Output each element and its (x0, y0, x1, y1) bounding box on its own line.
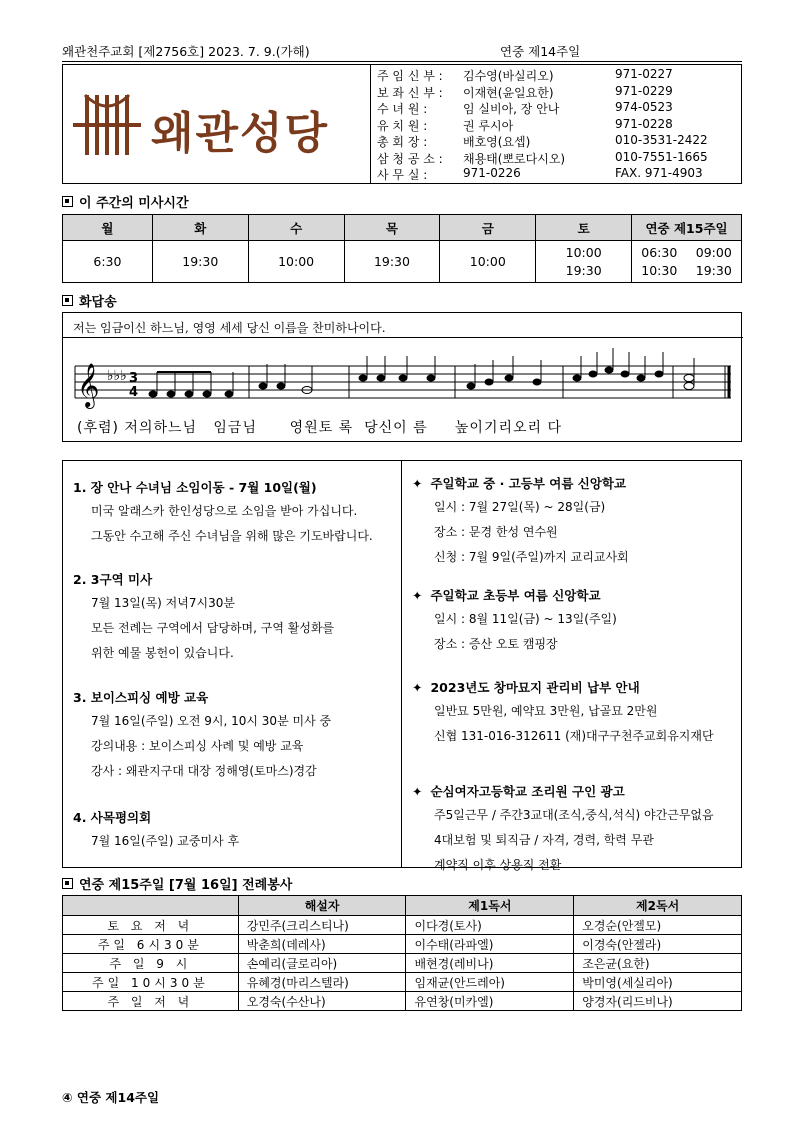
staff-role: 수 녀 원 : (377, 102, 428, 116)
table-row (63, 935, 742, 954)
staff-name: 971-0226 (463, 166, 521, 180)
bulletin-header-line (62, 42, 742, 62)
mass-day-header: 연중 제15주일 (632, 215, 742, 241)
staff-phone: 010-3531-2422 (615, 133, 708, 147)
staff-row (377, 150, 741, 167)
notice-title-text: 순심여자고등학교 조리원 구인 광고 (430, 784, 625, 799)
duty-second-reader: 조은균(요한) (574, 954, 742, 973)
svg-text:𝄞: 𝄞 (77, 363, 100, 407)
notice-line: 강의내용 : 보이스피싱 사례 및 예방 교육 (91, 739, 304, 753)
staff-name: 배호영(요셉) (463, 135, 531, 149)
mass-day-header: 월 (63, 215, 153, 241)
notice-item (73, 687, 331, 784)
notice-line: 일반묘 5만원, 예약묘 3만원, 납골묘 2만원 (434, 704, 658, 718)
staff-row (377, 67, 741, 84)
mass-time-pair (632, 244, 741, 262)
duty-first-reader: 이수태(라파엘) (406, 935, 574, 954)
notice-item (412, 473, 629, 570)
staff-row (377, 133, 741, 150)
notice-line: 그동안 수고해 주신 수녀님을 위해 많은 기도바랍니다. (91, 529, 373, 543)
duty-first-reader: 유연창(미카엘) (406, 992, 574, 1011)
staff-directory (371, 65, 741, 183)
notice-line: 장소 : 문경 한성 연수원 (434, 525, 558, 539)
notice-line: 7월 13일(목) 저녁7시30분 (91, 596, 235, 610)
notice-line: 신청 : 7월 9일(주일)까지 교리교사회 (434, 550, 629, 564)
duty-commentator: 박춘희(데레사) (238, 935, 406, 954)
svg-text:4: 4 (129, 385, 139, 400)
staff-role: 사 무 실 : (377, 168, 428, 182)
mass-day-header: 화 (152, 215, 248, 241)
notice-line: 7월 16일(주일) 교중미사 후 (91, 834, 240, 848)
table-row (63, 954, 742, 973)
music-staff (63, 337, 743, 415)
duty-header (63, 896, 239, 916)
mass-day-header: 금 (440, 215, 536, 241)
notice-item (73, 569, 334, 666)
duty-second-reader: 오경순(안젤모) (574, 916, 742, 935)
mass-time: 09:00 (695, 244, 732, 260)
notice-title (412, 677, 714, 699)
mass-time-cell: 10:00 (440, 241, 536, 283)
notice-item (73, 477, 373, 549)
parish-logo (63, 65, 371, 183)
notice-line: 미국 알래스카 한인성당으로 소임을 받아 가십니다. (91, 504, 358, 518)
mass-time: 19:30 (695, 262, 732, 278)
duty-commentator: 강민주(크리스티나) (238, 916, 406, 935)
mass-time: 10:00 (565, 244, 602, 260)
mass-time: 10:30 (641, 262, 678, 278)
staff-phone: 971-0228 (615, 116, 673, 131)
notices-right-column (402, 461, 741, 872)
staff-phone: FAX. 971-4903 (615, 166, 703, 180)
staff-name: 권 루시아 (463, 118, 514, 133)
staff-phone: 971-0227 (615, 67, 673, 81)
staff-role: 주 임 신 부 : (377, 69, 443, 83)
duty-second-reader: 양경자(리드비나) (574, 992, 742, 1011)
staff-name: 이재현(윤일요한) (463, 85, 554, 100)
mass-section-label: 이 주간의 미사시간 (79, 196, 189, 211)
duty-header: 해설자 (238, 896, 406, 916)
duty-first-reader: 임재균(안드레아) (406, 973, 574, 992)
mass-day-header: 수 (248, 215, 344, 241)
mass-section-title (62, 192, 189, 211)
parish-header (62, 64, 742, 184)
bulletin-sunday: 연중 제14주일 (500, 44, 581, 59)
duty-mass-slot: 토 요 저 녁 (63, 916, 239, 935)
notice-title-text: 2023년도 창마묘지 관리비 납부 안내 (430, 680, 640, 695)
psalm-verse: 저는 임금이신 하느님, 영영 세세 당신 이름을 찬미하나이다. (73, 321, 386, 335)
notice-title-text: 주일학교 중 · 고등부 여름 신앙학교 (430, 476, 627, 491)
star-bullet-icon: ✦ (412, 588, 423, 603)
staff-row (377, 84, 741, 101)
notice-title: 1. 장 안나 수녀님 소임이동 - 7월 10일(월) (73, 480, 317, 495)
duty-header: 제1독서 (406, 896, 574, 916)
duty-mass-slot: 주일 6시30분 (63, 935, 239, 954)
notice-title: 2. 3구역 미사 (73, 572, 153, 587)
staff-role: 삼 청 공 소 : (377, 151, 443, 166)
mass-time-cell: 19:30 (152, 241, 248, 283)
duty-first-reader: 이다경(토사) (406, 916, 574, 935)
staff-name: 임 실비아, 장 안나 (463, 102, 560, 116)
duty-section-title (62, 874, 292, 893)
star-bullet-icon: ✦ (412, 476, 423, 491)
mass-day-header: 토 (536, 215, 632, 241)
staff-row (377, 100, 741, 117)
notice-title (412, 473, 629, 495)
notice-item (412, 781, 714, 878)
staff-phone: 974-0523 (615, 100, 673, 114)
notice-item (412, 677, 714, 749)
notice-line: 일시 : 7월 27일(목) ~ 28일(금) (434, 500, 606, 514)
mass-time-cell-sat (536, 241, 632, 283)
notice-line: 계약직 이후 상용직 전환 (434, 858, 562, 872)
staff-name: 김수영(바실리오) (463, 69, 554, 83)
notice-title (412, 585, 617, 607)
notices-box (62, 460, 742, 872)
mass-time-pair (632, 262, 741, 280)
music-notation-icon (63, 338, 743, 416)
staff-role: 유 치 원 : (377, 118, 428, 133)
notice-line: 7월 16일(주일) 오전 9시, 10시 30분 미사 중 (91, 714, 332, 728)
star-bullet-icon: ✦ (412, 784, 423, 799)
duty-mass-slot: 주 일 9 시 (63, 954, 239, 973)
liturgy-duty-table (62, 895, 742, 1011)
bulletin-issue: 왜관천주교회 [제2756호] 2023. 7. 9.(가해) (62, 44, 310, 59)
duty-mass-slot: 주일 10시30분 (63, 973, 239, 992)
staff-phone: 971-0229 (615, 83, 673, 98)
mass-time-cell: 10:00 (248, 241, 344, 283)
notices-left-column (63, 461, 402, 867)
hymn-section-title (62, 291, 117, 310)
notice-line: 일시 : 8월 11일(금) ~ 13일(주일) (434, 612, 617, 626)
notice-title: 3. 보이스피싱 예방 교육 (73, 690, 209, 705)
notice-line: 장소 : 증산 오토 캠핑장 (434, 637, 558, 651)
staff-row (377, 166, 741, 183)
staff-role: 보 좌 신 부 : (377, 85, 443, 100)
duty-first-reader: 배현경(레비나) (406, 954, 574, 973)
svg-text:♭♭♭: ♭♭♭ (107, 368, 127, 384)
notice-item (412, 585, 617, 657)
psalm-lyrics: (후렴) 저의하느님 임금님 영원토 록 당신이 름 높이기리오리 다 (77, 420, 563, 436)
notice-line: 주5일근무 / 주간3교대(조식,중식,석식) 야간근무없음 (434, 808, 714, 822)
duty-header: 제2독서 (574, 896, 742, 916)
svg-text:3: 3 (129, 371, 139, 386)
mass-times-table (62, 214, 742, 283)
square-bullet-icon (62, 878, 73, 889)
duty-commentator: 손예리(글로리아) (238, 954, 406, 973)
staff-name: 채용태(뽀로다시오) (463, 151, 566, 166)
duty-section-label: 연중 제15주일 [7월 16일] 전례봉사 (79, 878, 293, 893)
mass-time-cell: 19:30 (344, 241, 440, 283)
parish-logo-icon (71, 89, 143, 161)
mass-time: 06:30 (641, 244, 678, 260)
mass-day-header: 목 (344, 215, 440, 241)
psalm-response-box (62, 312, 742, 442)
page-footer: ④ 연중 제14주일 (62, 1090, 160, 1105)
table-row (63, 992, 742, 1011)
notice-line: 강사 : 왜관지구대 대장 정해영(토마스)경감 (91, 764, 317, 778)
mass-time-cell: 6:30 (63, 241, 153, 283)
notice-line: 4대보험 및 퇴직금 / 자격, 경력, 학력 무관 (434, 833, 654, 847)
duty-commentator: 유혜경(마리스텔라) (238, 973, 406, 992)
duty-commentator: 오경숙(수산나) (238, 992, 406, 1011)
table-row (63, 973, 742, 992)
parish-logo-text: 왜관성당 (151, 108, 330, 159)
duty-second-reader: 이경숙(안젤라) (574, 935, 742, 954)
staff-row (377, 117, 741, 134)
square-bullet-icon (62, 295, 73, 306)
notice-item (73, 807, 239, 854)
duty-mass-slot: 주 일 저 녁 (63, 992, 239, 1011)
hymn-section-label: 화답송 (79, 295, 117, 310)
star-bullet-icon: ✦ (412, 680, 423, 695)
notice-line: 위한 예물 봉헌이 있습니다. (91, 646, 234, 660)
notice-title: 4. 사목평의회 (73, 810, 152, 825)
staff-role: 총 회 장 : (377, 135, 428, 149)
mass-time: 19:30 (565, 262, 602, 278)
duty-second-reader: 박미영(세실리아) (574, 973, 742, 992)
notice-title-text: 주일학교 초등부 여름 신앙학교 (430, 588, 601, 603)
mass-time-cell-sunday (632, 241, 742, 283)
notice-line: 신협 131-016-312611 (재)대구구천주교회유지재단 (434, 729, 714, 743)
staff-phone: 010-7551-1665 (615, 149, 708, 164)
square-bullet-icon (62, 196, 73, 207)
notice-line: 모든 전례는 구역에서 담당하며, 구역 활성화를 (91, 621, 335, 635)
table-row (63, 916, 742, 935)
notice-title (412, 781, 714, 803)
